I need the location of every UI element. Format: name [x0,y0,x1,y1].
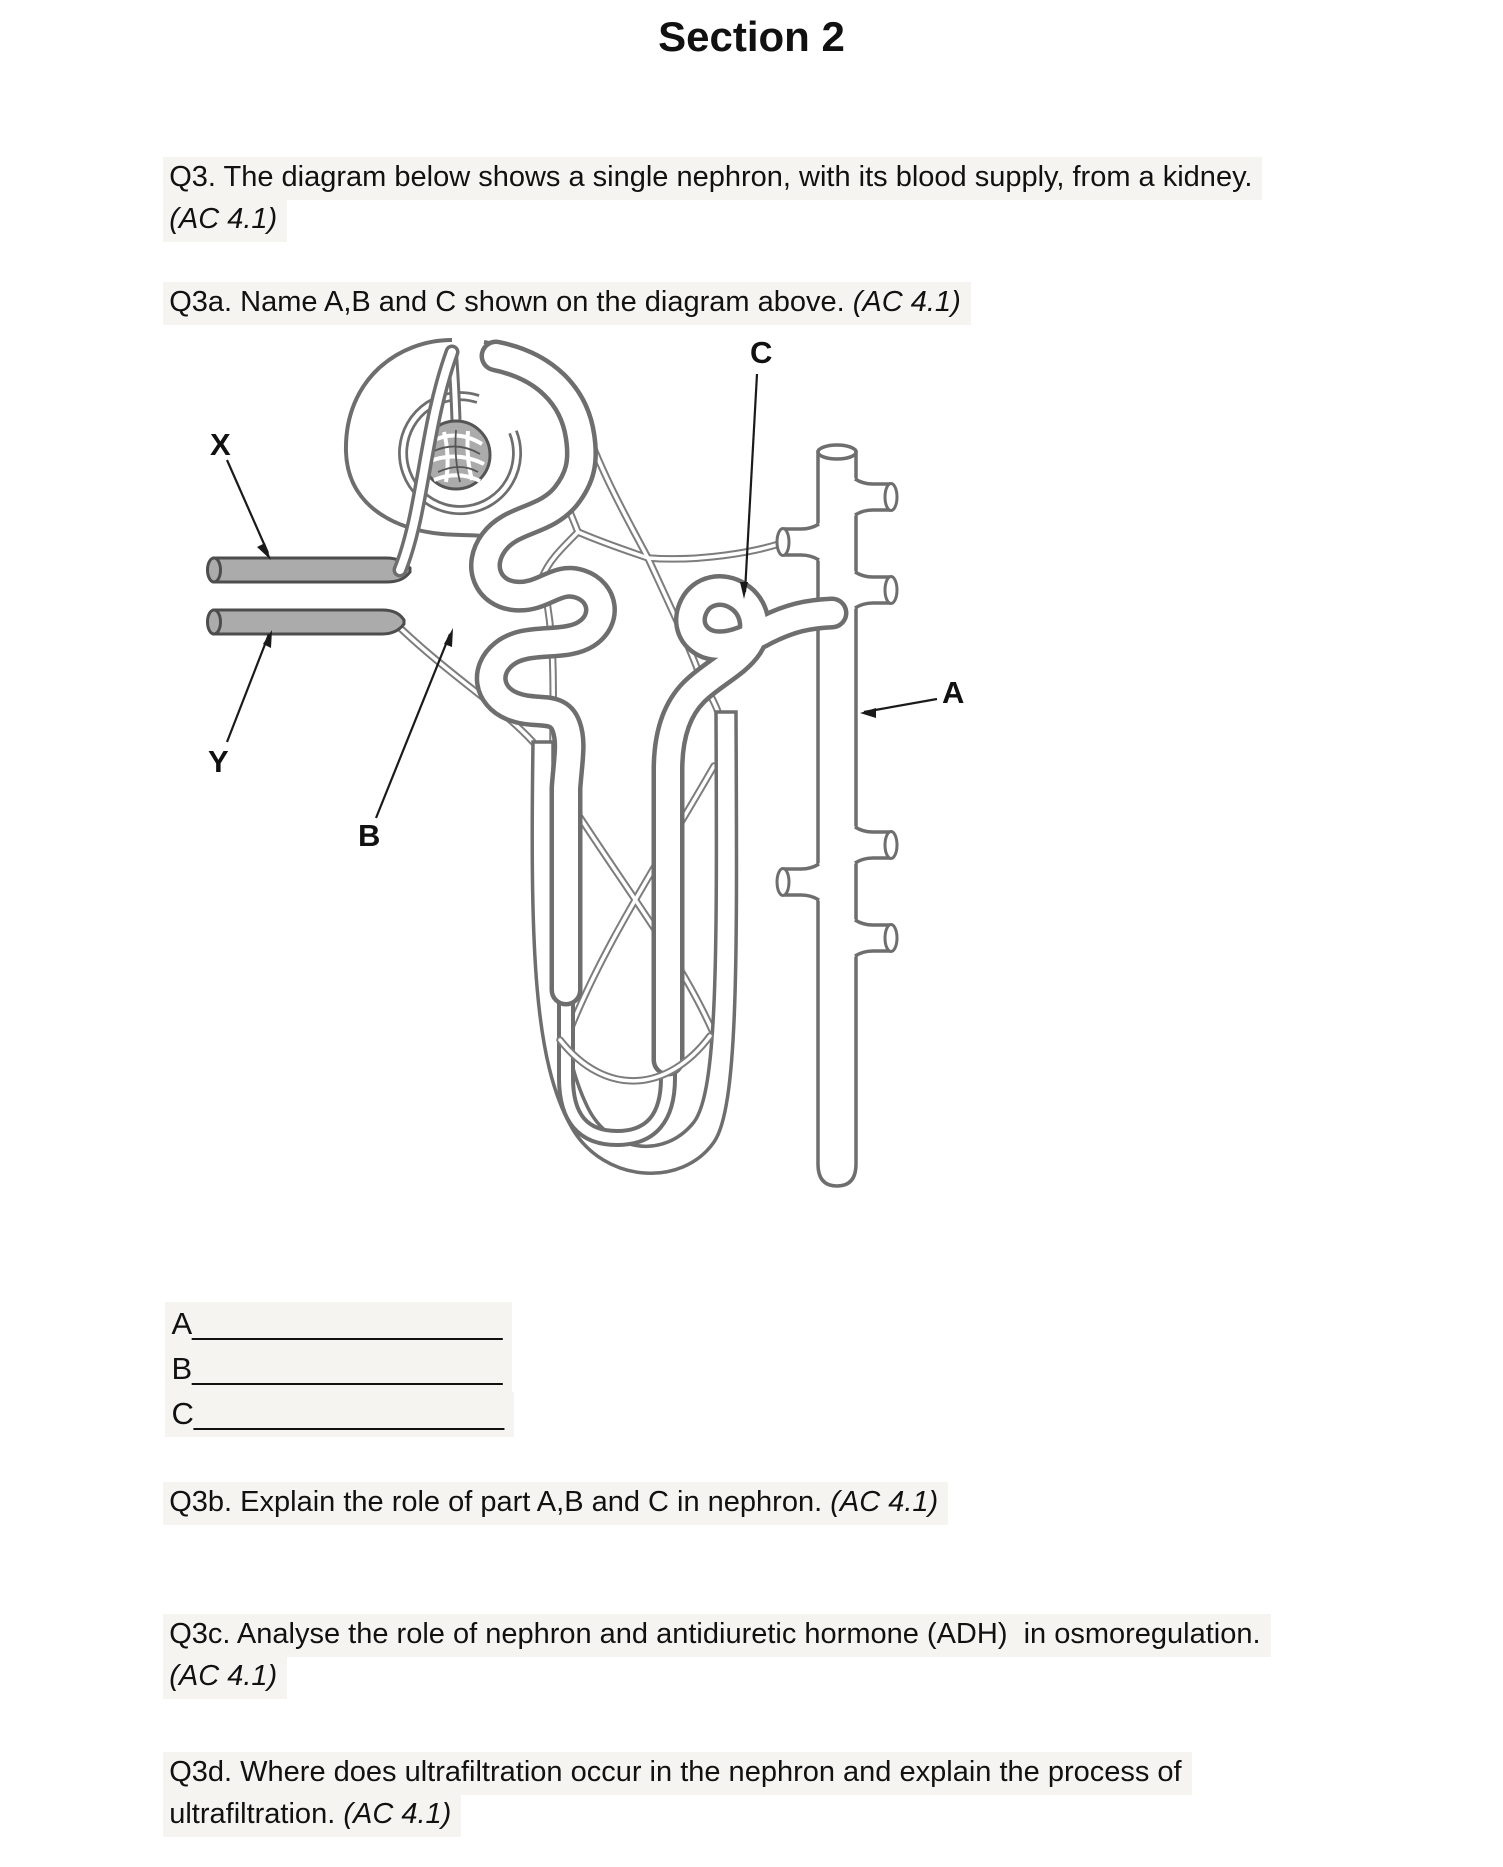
page-title: Section 2 [658,13,845,60]
question-q3c-line1: Q3c. Analyse the role of nephron and antidiuretic hormone (ADH) in osmoregulation. [131,1585,1271,1686]
collecting-duct [777,445,897,1186]
answer-line-c[interactable]: C__________________ [131,1361,514,1468]
question-q3a: Q3a. Name A,B and C shown on the diagram above. (AC 4.1) [131,253,971,354]
question-q3-line1: Q3. The diagram below shows a single nephron, with its blood supply, from a kidney. [131,128,1262,229]
leader-x [227,460,268,553]
label-x: X [210,427,231,462]
arrowhead-b [444,628,453,647]
leader-b [376,634,450,818]
vasa-recta-crossing [560,1036,710,1081]
label-a: A [942,675,965,710]
duct-open-top [818,445,856,459]
answer-line-a[interactable]: A__________________ [131,1271,512,1378]
leader-y [227,634,269,742]
leader-c [745,374,757,592]
question-q3d-line2: ultrafiltration. (AC 4.1) [131,1765,461,1866]
question-q3b: Q3b. Explain the role of part A,B and C in nephron. (AC 4.1) [131,1453,948,1554]
label-c: C [750,335,773,370]
label-y: Y [208,744,229,779]
question-q3d-line1: Q3d. Where does ultrafiltration occur in the nephron and explain the process of [131,1723,1192,1824]
arrowhead-a [860,708,876,718]
label-b: B [358,818,381,853]
nephron-diagram [170,290,1000,1220]
blood-vessel-y [208,610,405,634]
answer-line-b[interactable]: B__________________ [131,1316,512,1423]
question-q3c-line2: (AC 4.1) [131,1627,287,1728]
duct-branch-stubs-left [777,523,820,901]
question-q3-line2: (AC 4.1) [131,170,287,271]
